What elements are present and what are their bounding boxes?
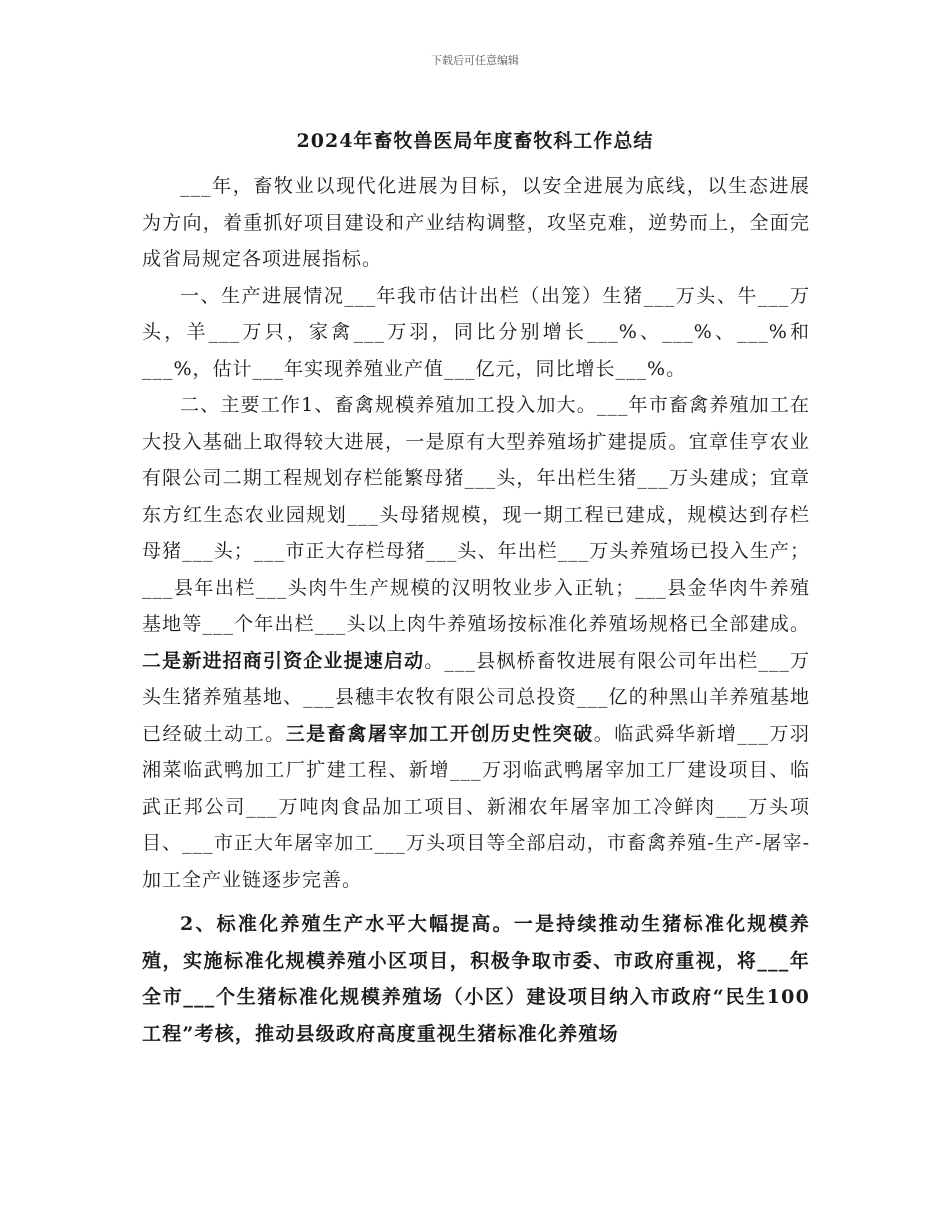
text-segment: 。临武舜华新增___万羽湘菜临武鸭加工厂扩建工程、新增___万羽临武鸭屠宰加工厂建设项目、临武正邦公司___万吨肉食品加工项目、新湘农年屠宰加工冷鲜肉___万头项目、___市正大年屠宰加工___万头项目等全部启动，市畜禽养殖-生产-屠宰-加工全产业链逐步完善。: [142, 722, 810, 891]
document-body: [142, 168, 810, 1052]
page-header: 下载后可任意编辑: [431, 54, 519, 67]
bold-heading-investment: 二是新进招商引资企业提速启动: [142, 649, 425, 672]
paragraph-standardization: 2、标准化养殖生产水平大幅提高。一是持续推动生猪标准化规模养殖，实施标准化规模养殖小区项目，积极争取市委、市政府重视，将___年全市___个生猪标准化规模养殖场（小区）建设项目纳入市政府“民生100工程”考核，推动县级政府高度重视生猪标准化养殖场: [142, 913, 810, 1045]
paragraph-main-work: [142, 387, 810, 898]
bold-heading-slaughter: 三是畜禽屠宰加工开创历史性突破: [285, 722, 594, 745]
text-segment: 二、主要工作1、畜禽规模养殖加工投入加大。___年市畜禽养殖加工在大投入基础上取得较大进展，一是原有大型养殖场扩建提质。宜章佳亨农业有限公司二期工程规划存栏能繁母猪___头，年出栏生猪___万头建成；宜章东方红生态农业园规划___头母猪规模，现一期工程已建成，规模达到存栏母猪___头；___市正大存栏母猪___头、年出栏___万头养殖场已投入生产；___县年出栏___头肉牛生产规模的汉明牧业步入正轨；___县金华肉牛养殖基地等___个年出栏___头以上肉牛养殖场按标准化养殖场规格已全部建成。: [142, 394, 810, 635]
document-title: 2024年畜牧兽医局年度畜牧科工作总结: [296, 130, 654, 152]
paragraph-production: 一、生产进展情况___年我市估计出栏（出笼）生猪___万头、牛___万头，羊___万只，家禽___万羽，同比分别增长___%、___%、___%和___%，估计___年实现养殖业产值___亿元，同比增长___%。: [142, 284, 810, 380]
paragraph-intro: ___年，畜牧业以现代化进展为目标，以安全进展为底线，以生态进展为方向，着重抓好项目建设和产业结构调整，攻坚克难，逆势而上，全面完成省局规定各项进展指标。: [142, 175, 810, 270]
text-segment: 。___县枫桥畜牧进展有限公司年出栏___万头生猪养殖基地、___县穗丰农牧有限公司总投资___亿的种黑山羊养殖基地已经破土动工。: [142, 649, 810, 745]
